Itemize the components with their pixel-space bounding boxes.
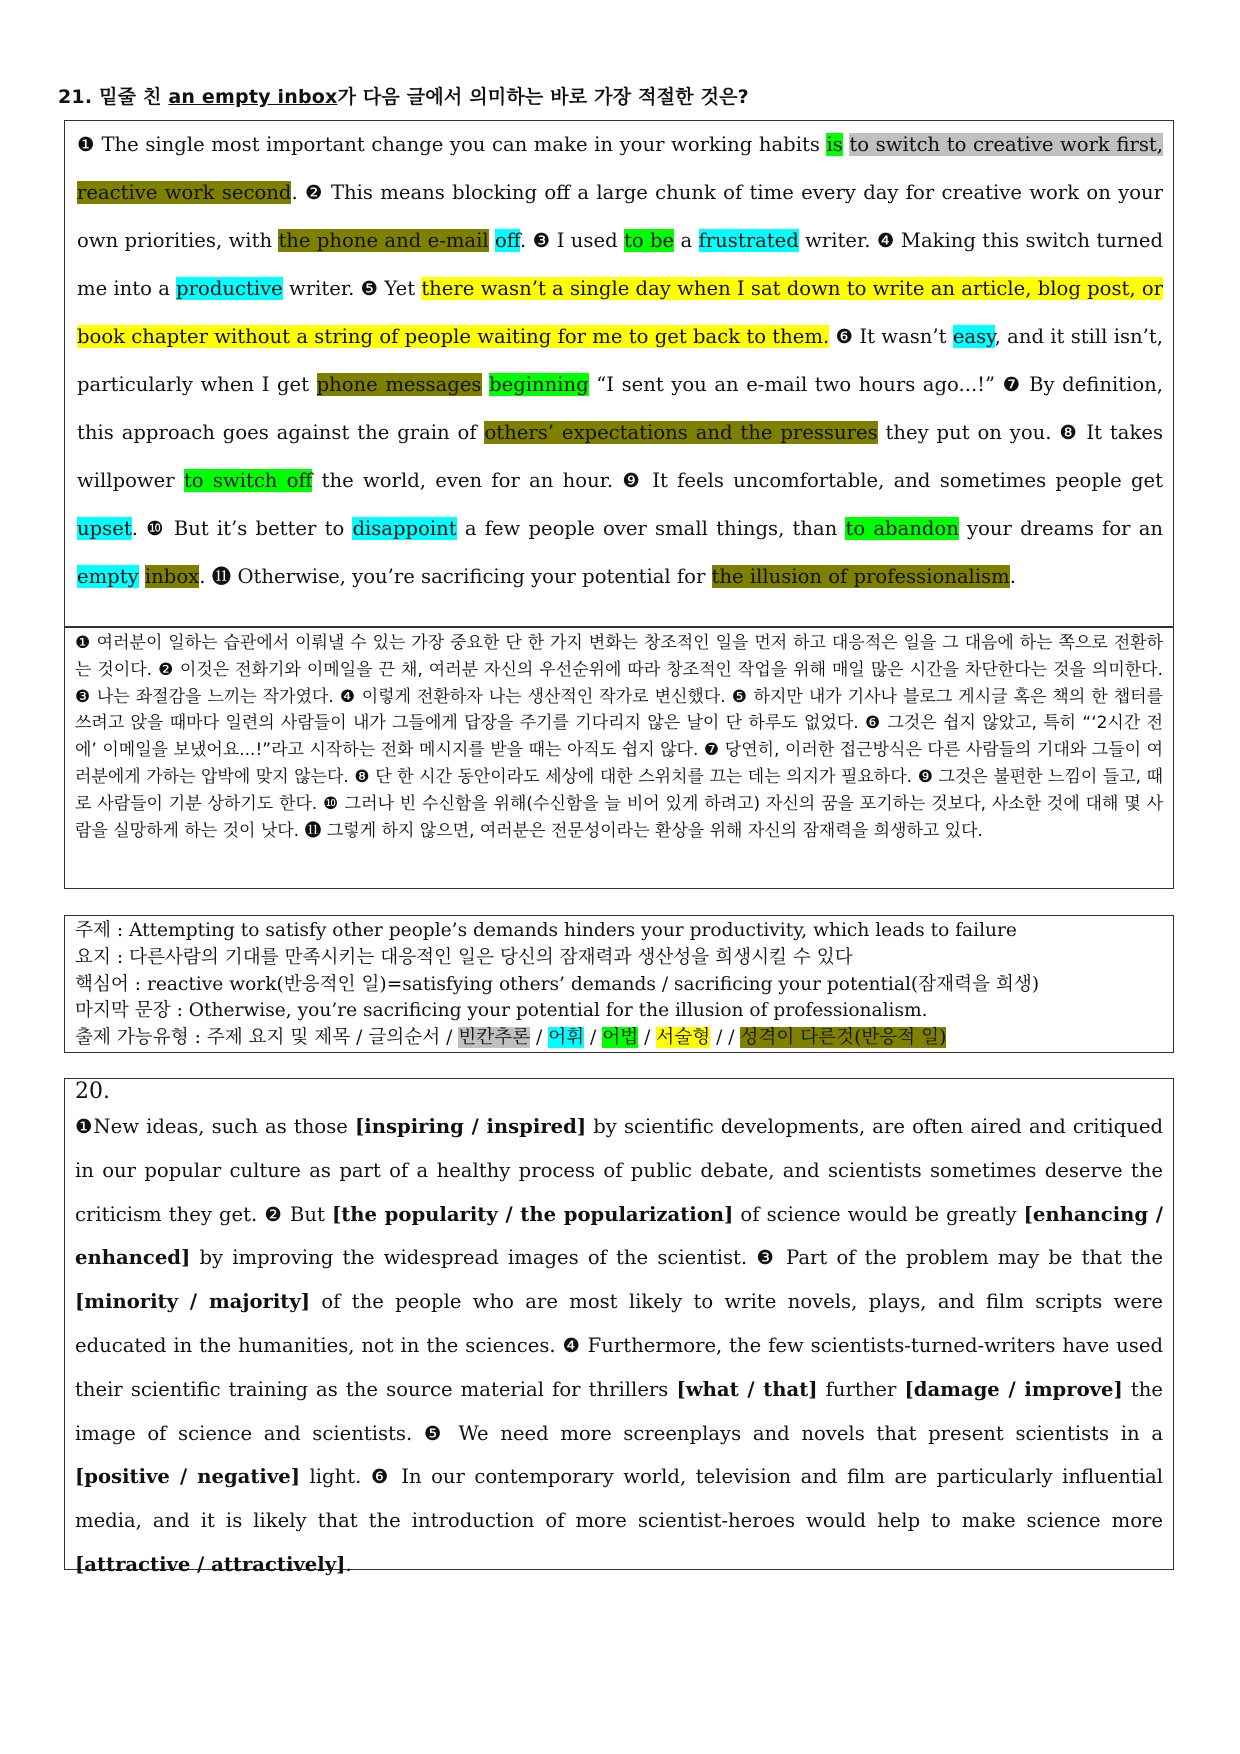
passage-text: .: [1009, 565, 1016, 588]
passage-text: .: [345, 1552, 352, 1576]
passage-text: [482, 373, 490, 396]
question-21-title: [58, 82, 749, 109]
passage-text: “I sent you an e-mail two hours ago...!” ❼ By definition, this approach goes against the grain of: [77, 373, 1164, 444]
choice-bracket: [inspiring / inspired]: [355, 1115, 587, 1138]
passage-text: a few people over small things, than: [456, 517, 846, 540]
type-essay: 서술형: [656, 1027, 711, 1049]
translation-text: ❶ 여러분이 일하는 습관에서 이뤄낼 수 있는 가장 중요한 단 한 가지 변화는 창조적인 일을 먼저 하고 대응적은 일을 그 대음에 하는 쪽으로 전환하는 것이다. ❷ 이것은 전화기와 이메일을 끈 채, 여러분 자신의 우선순위에 따라 창조적인 작업을 위해 매일 많은 시간을 차단한다는 것을 의미한다. ❸ 나는 좌절감을 느끼는 작가였다. ❹ 이렇게 전환하자 나는 생산적인 작가로 변신했다. ❺ 하지만 내가 기사나 블로그 게시글 혹은 책의 한 챕터를 쓰려고 앉을 때마다 일련의 사람들이 내가 그들에게 답장을 주기를 기다리지 않은 날이 단 하루도 없었다. ❻ 그것은 쉽지 않았고, 특히 “‘2시간 전에’ 이메일을 보냈어요...!”라고 시작하는 전화 메시지를 받을 때는 아직도 쉽지 않다. ❼ 당연히, 이러한 접근방식은 다른 사람들의 기대와 그들이 여러분에게 가하는 압박에 맞지 않는다. ❽ 단 한 시간 동안이라도 세상에 대한 스위치를 끄는 데는 의지가 필요하다. ❾ 그것은 불편한 느낌이 들고, 때로 사람들이 기분 상하기도 한다. ❿ 그러나 빈 수신함을 위해(수신함을 늘 비어 있게 하려고) 자신의 꿈을 포기하는 것보다, 사소한 것에 대해 몇 사람을 실망하게 하는 것이 낫다. ⓫ 그렇게 하지 않으면, 여러분은 전문성이라는 환상을 위해 자신의 잠재력을 희생하고 있다.: [75, 633, 1163, 841]
title-prefix: 21. 밑줄 친: [58, 86, 169, 108]
highlight-green: to switch off: [183, 469, 313, 492]
passage-text: . ⓫ Otherwise, you’re sacrificing your potential for: [199, 565, 712, 588]
highlight-olive: inbox: [144, 565, 200, 588]
passage-text: of science would be greatly: [733, 1202, 1024, 1226]
passage-text: . ❿ But it’s better to: [131, 517, 353, 540]
type-separator: /: [530, 1027, 549, 1049]
passage-text: . ❷ This means blocking off a large chunk of time every day for creative work on your own priorities, with: [77, 181, 1163, 252]
choice-bracket: [enhancing / enhanced]: [75, 1202, 1163, 1270]
passage-text: a: [674, 229, 699, 252]
passage-text: further: [817, 1377, 905, 1401]
highlight-yellow: there wasn’t a single day when I sat down to write an article, blog post, or book chapter without a string of people waiting for me to get back to them.: [77, 277, 1163, 348]
choice-bracket: [positive / negative]: [75, 1465, 300, 1489]
title-underlined-phrase: an empty inbox: [168, 86, 338, 108]
highlight-olive: others’ expectations and the pressures: [484, 421, 878, 444]
type-separator: /: [584, 1027, 603, 1049]
highlight-cyan: productive: [176, 277, 283, 300]
passage-text: they put on you. ❽ It takes willpower: [77, 421, 1163, 492]
highlight-cyan: disappoint: [352, 517, 457, 540]
passage-text: by scientific developments, are often aired and critiqued in our popular culture as part of a healthy process of public debate, and scientists sometimes deserve the criticism they get. ❷ But: [75, 1115, 1163, 1226]
translation-21-box: [64, 627, 1174, 889]
passage-20-box: [64, 1078, 1174, 1576]
type-separator: /: [638, 1027, 657, 1049]
passage-text: by improving the widespread images of the scientist. ❸ Part of the problem may be that the: [190, 1246, 1163, 1270]
passage-text: ❻ It wasn’t: [829, 325, 953, 348]
type-blank: 빈칸추론: [458, 1027, 531, 1049]
passage-21-box: [64, 120, 1174, 627]
title-suffix: 가 다음 글에서 의미하는 바로 가장 적절한 것은?: [337, 86, 749, 108]
passage-text: the image of science and scientists. ❺ We need more screenplays and novels that present scientists in a: [75, 1377, 1164, 1445]
choice-bracket: [what / that]: [676, 1377, 818, 1401]
highlight-gray: to switch to creative work first,: [849, 133, 1163, 156]
passage-20-text: [75, 1105, 1163, 1587]
choice-bracket: [attractive / attractively]: [75, 1552, 346, 1576]
type-other: 성격이 다른것(반응적 일): [740, 1027, 947, 1049]
passage-text: , and it still isn’t, particularly when I get: [77, 325, 1163, 396]
highlight-green: beginning: [489, 373, 589, 396]
choice-bracket: [minority / majority]: [75, 1290, 311, 1314]
summary-last-sentence: 마지막 문장 : Otherwise, you’re sacrificing your potential for the illusion of professionalism.: [75, 1000, 928, 1022]
highlight-olive: the illusion of professionalism: [711, 565, 1010, 588]
passage-text: of the people who are most likely to write novels, plays, and film scripts were educated in the humanities, not in the sciences. ❹ Furthermore, the few scientists-turned-writers have used their scientific training as the source material for thrillers: [75, 1290, 1163, 1401]
summary-gist: 요지 : 다른사람의 기대를 만족시키는 대응적인 일은 당신의 잠재력과 생산성을 희생시킬 수 있다: [75, 946, 853, 968]
passage-text: [139, 565, 145, 588]
highlight-olive: the phone and e-mail: [278, 229, 489, 252]
summary-21-box: [64, 915, 1174, 1053]
types-prefix: 출제 가능유형 : 주제 요지 및 제목 / 글의순서 /: [75, 1027, 459, 1049]
choice-bracket: [damage / improve]: [904, 1377, 1123, 1401]
passage-text: your dreams for an: [958, 517, 1163, 540]
passage-text: writer. ❹ Making this switch turned me into a: [77, 229, 1163, 300]
passage-text: light. ❻ In our contemporary world, television and film are particularly influential media, and it is likely that the introduction of more scientist-heroes would help to make science more: [75, 1465, 1163, 1533]
highlight-olive: reactive work second: [77, 181, 292, 204]
highlight-green: to abandon: [845, 517, 959, 540]
summary-keywords: 핵심어 : reactive work(반응적인 일)=satisfying others’ demands / sacrificing your potential(잠재력을 희생): [75, 973, 1040, 995]
highlight-olive: phone messages: [316, 373, 482, 396]
question-20-number: 20.: [75, 1079, 110, 1104]
passage-text: ❶New ideas, such as those: [75, 1115, 355, 1138]
type-grammar: 어법: [602, 1027, 639, 1049]
highlight-cyan: off: [495, 229, 521, 252]
passage-text: ❶ The single most important change you can make in your working habits: [77, 133, 827, 156]
summary-topic: 주제 : Attempting to satisfy other people’s demands hinders your productivity, which leads to failure: [75, 920, 1017, 941]
highlight-green: to be: [623, 229, 675, 252]
type-separator: / /: [710, 1027, 741, 1049]
highlight-cyan: easy: [952, 325, 995, 348]
passage-text: the world, even for an hour. ❾ It feels uncomfortable, and sometimes people get: [312, 469, 1164, 492]
type-vocab: 어휘: [548, 1027, 585, 1049]
highlight-cyan: frustrated: [698, 229, 799, 252]
choice-bracket: [the popularity / the popularization]: [331, 1202, 734, 1226]
summary-question-types: [75, 1025, 1163, 1052]
highlight-cyan: upset: [77, 517, 132, 540]
passage-21-text: [77, 121, 1163, 601]
highlight-green: is: [826, 133, 843, 156]
highlight-cyan: empty: [77, 565, 139, 588]
passage-text: . ❸ I used: [520, 229, 624, 252]
passage-text: writer. ❺ Yet: [282, 277, 422, 300]
